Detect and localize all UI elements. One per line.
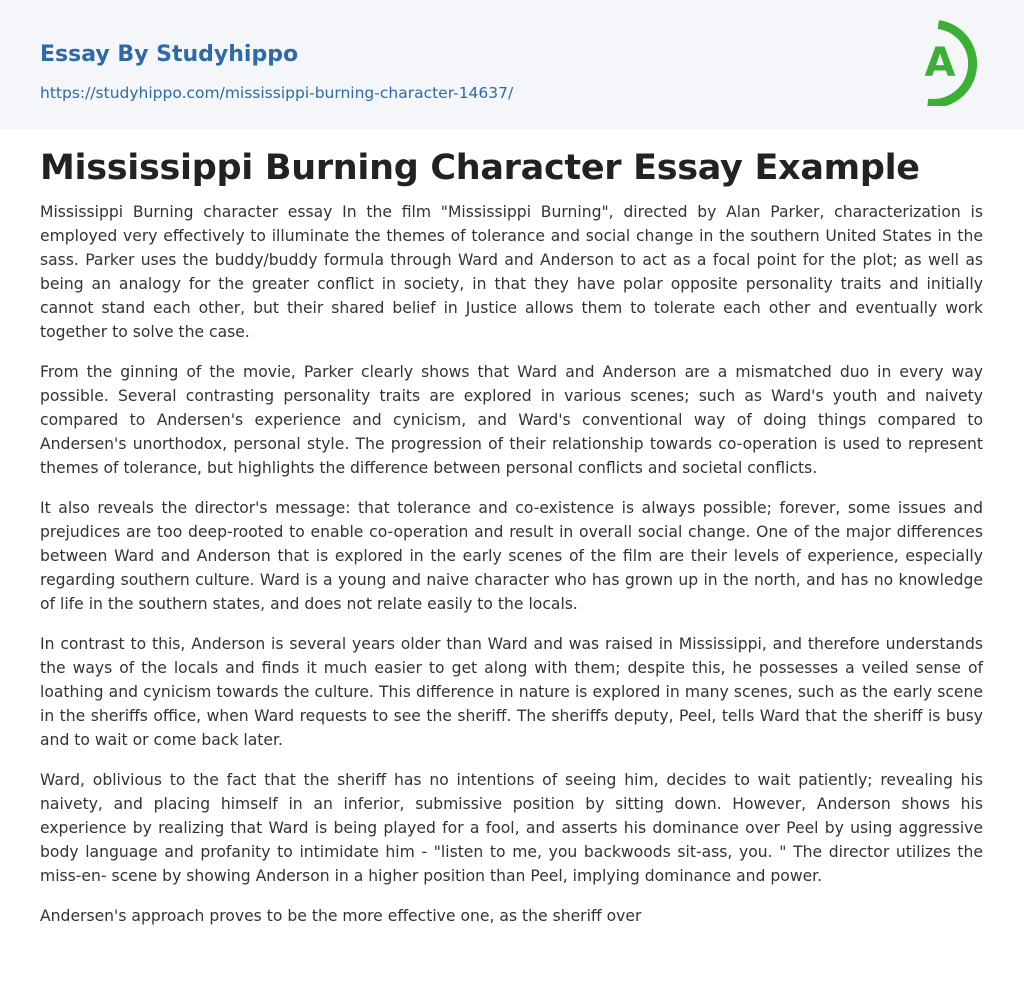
paragraph: Mississippi Burning character essay In the film "Mississippi Burning", directed by Alan Parker, characterization is employed very effectively to illuminate the themes of tolerance and social change in the southern United States in the sass. Parker uses the buddy/buddy formula through Ward and Anderson to act as a focal point for the plot; as well as being an analogy for the greater conflict in society, in that they have polar opposite personality traits and initially cannot stand each other, but their shared belief in Justice allows them to tolerate each other and eventually work together to solve the case. [40,203,983,341]
paragraph: Ward, oblivious to the fact that the sheriff has no intentions of seeing him, decides to wait patiently; revealing his naivety, and placing himself in an inferior, submissive position by sitting down. However, Anderson shows his experience by realizing that Ward is being played for a fool, and asserts his dominance over Peel by using aggressive body language and profanity to intimidate him - "listen to me, you backwoods sit-ass, you. " The director utilizes the miss-en- scene by showing Anderson in a higher position than Peel, implying dominance and power. [40,771,983,885]
paragraph: It also reveals the director's message: that tolerance and co-existence is always possible; forever, some issues and prejudices are too deep-rooted to enable co-operation and result in overall social change. One of the major differences between Ward and Anderson that is explored in the early scenes of the film are their levels of experience, especially regarding southern culture. Ward is a young and naive character who has grown up in the north, and has no knowledge of life in the southern states, and does not relate easily to the locals. [40,499,983,613]
logo-letter: A [924,40,956,86]
paragraph: Andersen's approach proves to be the more effective one, as the sheriff over [40,907,642,925]
site-header [0,0,1024,129]
logo-graphic [912,18,988,106]
page-title: Mississippi Burning Character Essay Example [40,148,920,188]
paragraph: In contrast to this, Anderson is several years older than Ward and was raised in Mississippi, and therefore understands the ways of the locals and finds it much easier to get along with them; despite this, he possesses a veiled sense of loathing and cynicism towards the culture. This difference in nature is explored in many scenes, such as the early scene in the sheriffs office, when Ward requests to see the sheriff. The sheriffs deputy, Peel, tells Ward that the sheriff is busy and to wait or come back later. [40,635,983,749]
studyhippo-logo-icon[interactable] [912,18,988,106]
page-url-link[interactable]: https://studyhippo.com/mississippi-burning-character-14637/ [40,84,514,102]
paragraph: From the ginning of the movie, Parker clearly shows that Ward and Anderson are a mismatched duo in every way possible. Several contrasting personality traits are explored in various scenes; such as Ward's youth and naivety compared to Andersen's experience and cynicism, and Ward's conventional way of doing things compared to Andersen's unorthodox, personal style. The progression of their relationship towards co-operation is used to represent themes of tolerance, but highlights the difference between personal conflicts and societal conflicts. [40,363,983,477]
site-brand[interactable]: Essay By Studyhippo [40,42,299,67]
article-body [40,200,983,944]
